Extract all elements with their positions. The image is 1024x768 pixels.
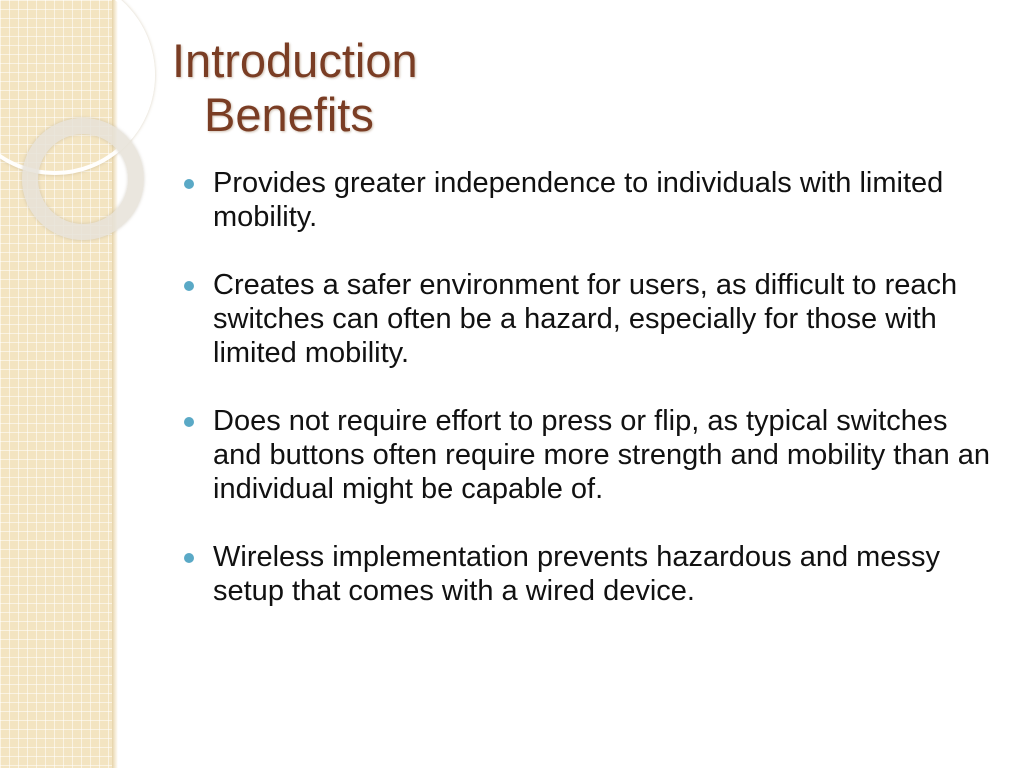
bullet-text: Provides greater independence to individuals with limited mobility.: [213, 167, 944, 233]
bullet-icon: [184, 179, 194, 189]
list-item: [184, 268, 1004, 370]
list-item: [184, 540, 1004, 608]
bullet-icon: [184, 417, 194, 427]
decorative-ring-inner: [22, 118, 144, 240]
title-line-introduction: Introduction: [172, 34, 418, 87]
bullet-text: Wireless implementation prevents hazardous and messy setup that comes with a wired device.: [213, 541, 940, 607]
bullet-text: Does not require effort to press or flip, as typical switches and buttons often require more strength and mobility than an individual might be capable of.: [213, 405, 991, 505]
benefits-list: [184, 166, 1004, 642]
bullet-icon: [184, 553, 194, 563]
bullet-text: Creates a safer environment for users, as difficult to reach switches can often be a hazard, especially for those with limited mobility.: [213, 269, 958, 369]
slide-title: [172, 34, 418, 142]
bullet-icon: [184, 281, 194, 291]
title-line-benefits: Benefits: [204, 88, 374, 141]
list-item: [184, 166, 1004, 234]
list-item: [184, 404, 1004, 506]
